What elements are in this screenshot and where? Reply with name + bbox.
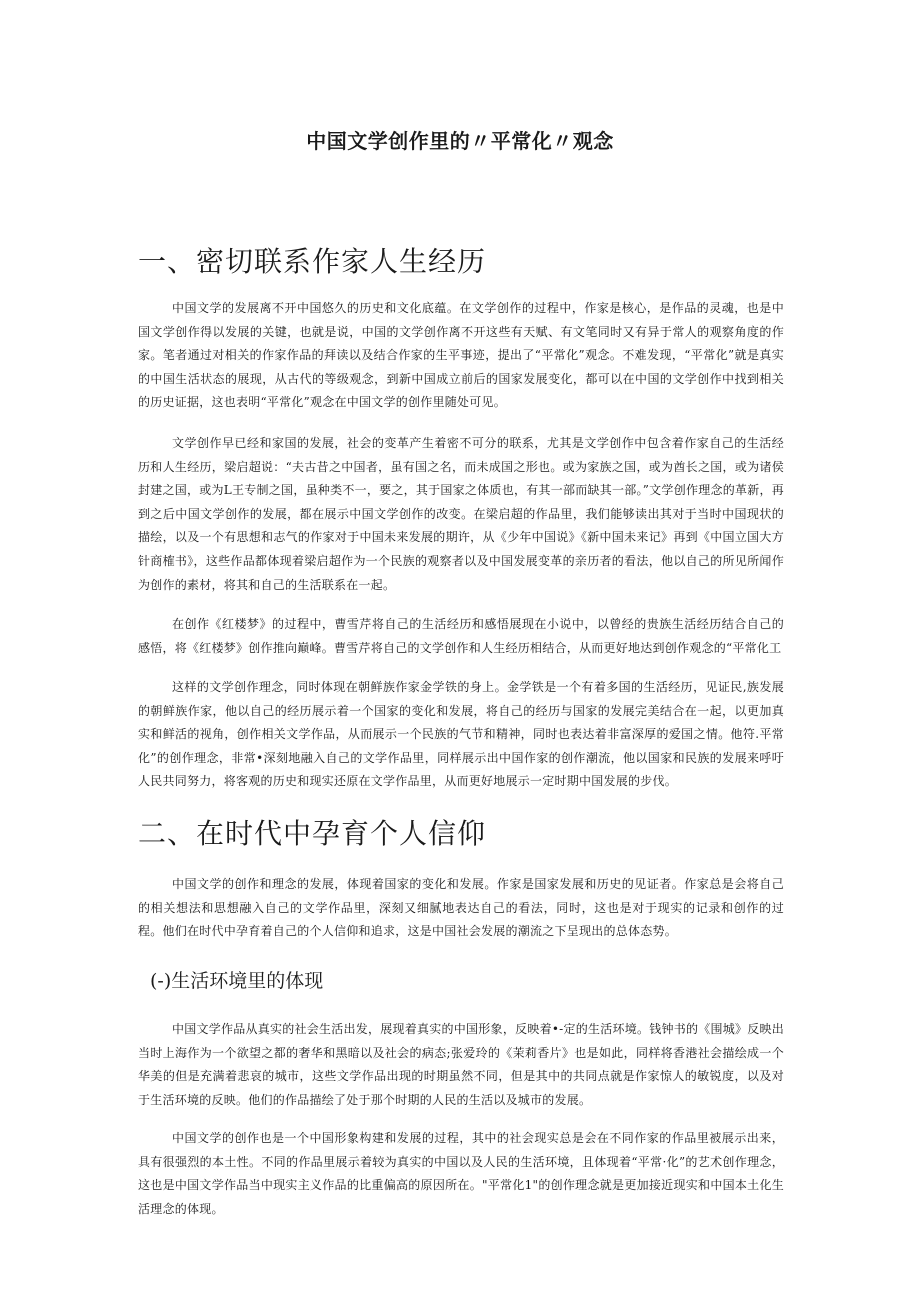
paragraph: 在创作《红楼梦》的过程中，曹雪芹将自己的生活经历和感悟展现在小说中，以曾经的贵族生活经历结合自己的感悟，将《红楼梦》创作推向巅峰。曹雪芹将自己的文学创作和人生经历相结合，从而更好地达到创作观念的“平常化工 xyxy=(138,617,784,655)
paragraph: 中国文学作品从真实的社会生活出发，展现着真实的中国形象，反映着•-定的生活环境。钱钟书的《围城》反映出当时上海作为一个欲望之都的奢华和黑暗以及社会的病态;张爱玲的《茉莉香片》也是如此，同样将香港社会描绘成一个华美的但是充满着悲哀的城市，这些文学作品出现的时期虽然不同，但是其中的共同点就是作家惊人的敏锐度，以及对于生活环境的反映。他们的作品描绘了处于那个时期的人民的生活以及城市的发展。 xyxy=(138,1022,784,1107)
section-heading-2: 二、在时代中孕育个人信仰 xyxy=(138,817,487,850)
document-title: 中国文学创作里的〃平常化〃观念 xyxy=(306,129,614,153)
paragraph: 中国文学的创作也是一个中国形象构建和发展的过程，其中的社会现实总是会在不同作家的作品里被展示出来，具有很强烈的本土性。不同的作品里展示着较为真实的中国以及人民的生活环境，且体现着“平常·化”的艺术创作理念，这也是中国文学作品当中现实主义作品的比重偏高的原因所在。"平常化1"的创作理念就是更加接近现实和中国本土化生活理念的体现。 xyxy=(138,1131,784,1216)
section-heading-1: 一、密切联系作家人生经历 xyxy=(138,245,487,278)
paragraph: 中国文学的发展离不开中国悠久的历史和文化底蕴。在文学创作的过程中，作家是核心，是作品的灵魂，也是中国文学创作得以发展的关键，也就是说，中国的文学创作离不开这些有天赋、有文笔同时又有异于常人的观察角度的作家。笔者通过对相关的作家作品的拜读以及结合作家的生平事迹，提出了“平常化”观念。不难发现，“平常化”就是真实的中国生活状态的展现，从古代的等级观念，到新中国成立前后的国家发展变化，都可以在中国的文学创作中找到相关的历史证据，这也表明“平常化”观念在中国文学的创作里随处可见。 xyxy=(138,301,784,410)
subsection-heading: (-)生活环境里的体现 xyxy=(150,970,324,992)
paragraph: 这样的文学创作理念，同时体现在朝鲜族作家金学铁的身上。金学铁是一个有着多国的生活经历，见证民,族发展的朝鲜族作家，他以自己的经历展示着一个国家的变化和发展，将自己的经历与国家的发展完美结合在一起，以更加真实和鲜活的视角，创作相关文学作品，从而展示一个民族的气节和精神，同时也表达着非富深厚的爱国之情。他符.平常化”的创作理念，非常•深刻地融入自己的文学作品里，同样展示出中国作家的创作潮流，他以国家和民族的发展来呼吁人民共同努力，将客观的历史和现实还原在文学作品里，从而更好地展示一定时期中国发展的步伐。 xyxy=(138,680,784,789)
paragraph: 文学创作早已经和家国的发展，社会的变革产生着密不可分的联系，尤其是文学创作中包含着作家自己的生活经历和人生经历，梁启超说：“夫古昔之中国者，虽有国之名，而未成国之形也。或为家族之国，或为酋长之国，或为诸侯封建之国，或为L王专制之国，虽种类不一，要之，其于国家之体质也，有其一部而缺其一部。”文学创作理念的革新，再到之后中国文学创作的发展，都在展示中国文学创作的改变。在梁启超的作品里，我们能够读出其对于当时中国现状的描绘，以及一个有思想和志气的作家对于中国未来发展的期许，从《少年中国说》《新中国未来记》再到《中国立国大方针商榷书》，这些作品都体现着梁启超作为一个民族的观察者以及中国发展变革的亲历者的看法，他以自己的所见所闻作为创作的素材，将其和自己的生活联系在一起。 xyxy=(138,436,784,592)
paragraph: 中国文学的创作和理念的发展，体现着国家的变化和发展。作家是国家发展和历史的见证者。作家总是会将自己的相关想法和思想融入自己的文学作品里，深刻又细腻地表达自己的看法，同时，这也是对于现实的记录和创作的过程。他们在时代中孕育着自己的个人信仰和追求，这是中国社会发展的潮流之下呈现出的总体态势。 xyxy=(138,877,784,939)
